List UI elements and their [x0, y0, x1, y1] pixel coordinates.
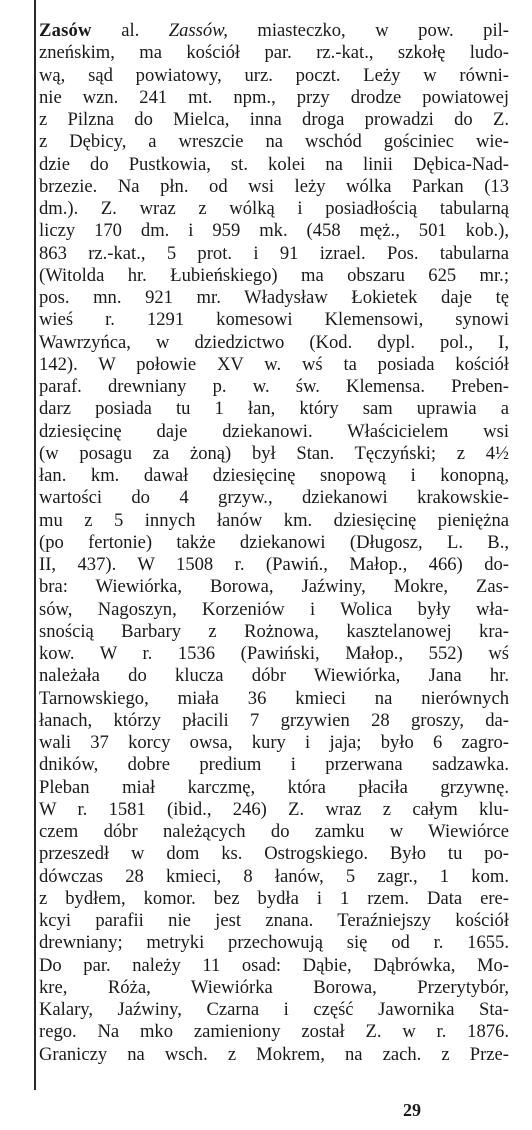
text-line: zneńskim, ma kościół par. rz.-kat., szkołę ludo-	[39, 42, 509, 64]
text-line: Kalary, Jaźwiny, Czarna i część Jawornika Sta-	[39, 999, 509, 1020]
text-line: snością Barbary z Rożnowa, kasztelanowej kra-	[39, 620, 509, 642]
left-margin-rule	[34, 0, 36, 1090]
entry-first-line-tail: miasteczko, w pow. pil-	[227, 20, 509, 41]
text-line: Pleban miał karczmę, która płaciła grzywnę.	[39, 776, 509, 798]
text-line: paraf. drewniany p. w. św. Klemensa. Preben-	[39, 376, 509, 397]
text-line: 863 rz.-kat., 5 prot. i 91 izrael. Pos. tabularna	[39, 242, 509, 264]
text-line: należała do klucza dóbr Wiewiórka, Jana hr.	[39, 665, 509, 687]
text-line: wieś r. 1291 komesowi Klemensowi, synowi	[39, 309, 509, 331]
text-line: Do par. należy 11 osad: Dąbie, Dąbrówka, Mo-	[39, 954, 509, 976]
text-line: dm.). Z. wraz z wólką i posiadłością tabularną	[39, 198, 509, 219]
text-line: łan. km. dawał dziesięcinę snopową i konopną,	[39, 465, 509, 486]
text-line: z bydłem, komor. bez bydła i 1 rzem. Data ere-	[39, 887, 509, 909]
text-line: dówczas 28 kmieci, 8 łanów, 5 zagr., 1 kom.	[39, 865, 509, 887]
text-line: wą, sąd powiatowy, urz. poczt. Leży w równi-	[39, 64, 509, 86]
text-line: nie wzn. 241 mt. npm., przy drodze powiatowej	[39, 86, 509, 108]
text-line: Graniczy na wsch. z Mokrem, na zach. z Prze-	[39, 1043, 509, 1065]
text-line: Tarnowskiego, miała 36 kmieci na nierównych	[39, 687, 509, 709]
page-number: 29	[403, 1100, 421, 1120]
text-line: brzezie. Na płn. od wsi leży wólka Parkan (13	[39, 175, 509, 197]
text-line: drewniany; metryki przechowują się od r. 1655.	[39, 932, 509, 954]
text-line: rego. Na mko zamieniony został Z. w r. 1876.	[39, 1021, 509, 1043]
text-line: (po fertonie) także dziekanowi (Długosz, L. B.,	[39, 531, 509, 553]
text-line: przeszedł w dom ks. Ostrogskiego. Było tu po-	[39, 843, 509, 865]
text-line: wartości do 4 grzyw., dziekanowi krakowskie-	[39, 487, 509, 509]
text-line: liczy 170 dm. i 959 mk. (458 męż., 501 kob.),	[39, 220, 509, 242]
text-line: kre, Róża, Wiewiórka Borowa, Przerytybór,	[39, 976, 509, 998]
entry-alias-name: Zassów,	[168, 20, 228, 41]
entry-headword: Zasów	[39, 20, 92, 41]
text-line: Wawrzyńca, w dziedzictwo (Kod. dypl. pol., I,	[39, 331, 509, 353]
text-line: sów, Nagoszyn, Korzeniów i Wolica były wła-	[39, 598, 509, 620]
text-line: bra: Wiewiórka, Borowa, Jaźwiny, Mokre, Zas-	[39, 576, 509, 598]
text-line: z Pilzna do Mielca, inna droga prowadzi do Z.	[39, 109, 509, 130]
text-line: kcyi parafii nie jest znana. Teraźniejszy kościół	[39, 910, 509, 931]
text-line: z Dębicy, a wreszcie na wschód gościniec wie-	[39, 131, 509, 153]
text-line: kow. W r. 1536 (Pawiński, Małop., 552) wś	[39, 643, 509, 664]
text-line: dziesięcinę daje dziekanowi. Właścicielem wsi	[39, 420, 509, 442]
text-line: pos. mn. 921 mr. Władysław Łokietek daje tę	[39, 287, 509, 308]
entry-alias-prefix: al.	[91, 20, 169, 41]
text-line: wali 37 korcy owsa, kury i jaja; było 6 zagro-	[39, 732, 509, 753]
text-line: W r. 1581 (ibid., 246) Z. wraz z całym klu-	[39, 798, 509, 820]
text-line: 142). W połowie XV w. wś ta posiada kościół	[39, 353, 509, 375]
text-line: mu z 5 innych łanów km. dziesięcinę pieniężna	[39, 509, 509, 531]
entry-text-block	[39, 20, 509, 1066]
text-line: (Witolda hr. Łubieńskiego) ma obszaru 625 mr.;	[39, 264, 509, 286]
text-line: II, 437). W 1508 r. (Pawiń., Małop., 466) do-	[39, 554, 509, 575]
entry-first-line	[39, 20, 509, 42]
text-line: czem dóbr należących do zamku w Wiewiórce	[39, 821, 509, 842]
text-line: łanach, którzy płacili 7 grzywien 28 groszy, da-	[39, 709, 509, 731]
text-line: (w posagu za żoną) był Stan. Tęczyński; z 4½	[39, 442, 509, 464]
text-line: darz posiada tu 1 łan, który sam uprawia a	[39, 398, 509, 420]
text-line: dników, dobre predium i przerwana sadzawka.	[39, 754, 509, 776]
text-line: dzie do Pustkowia, st. kolei na linii Dębica-Nad-	[39, 153, 509, 175]
